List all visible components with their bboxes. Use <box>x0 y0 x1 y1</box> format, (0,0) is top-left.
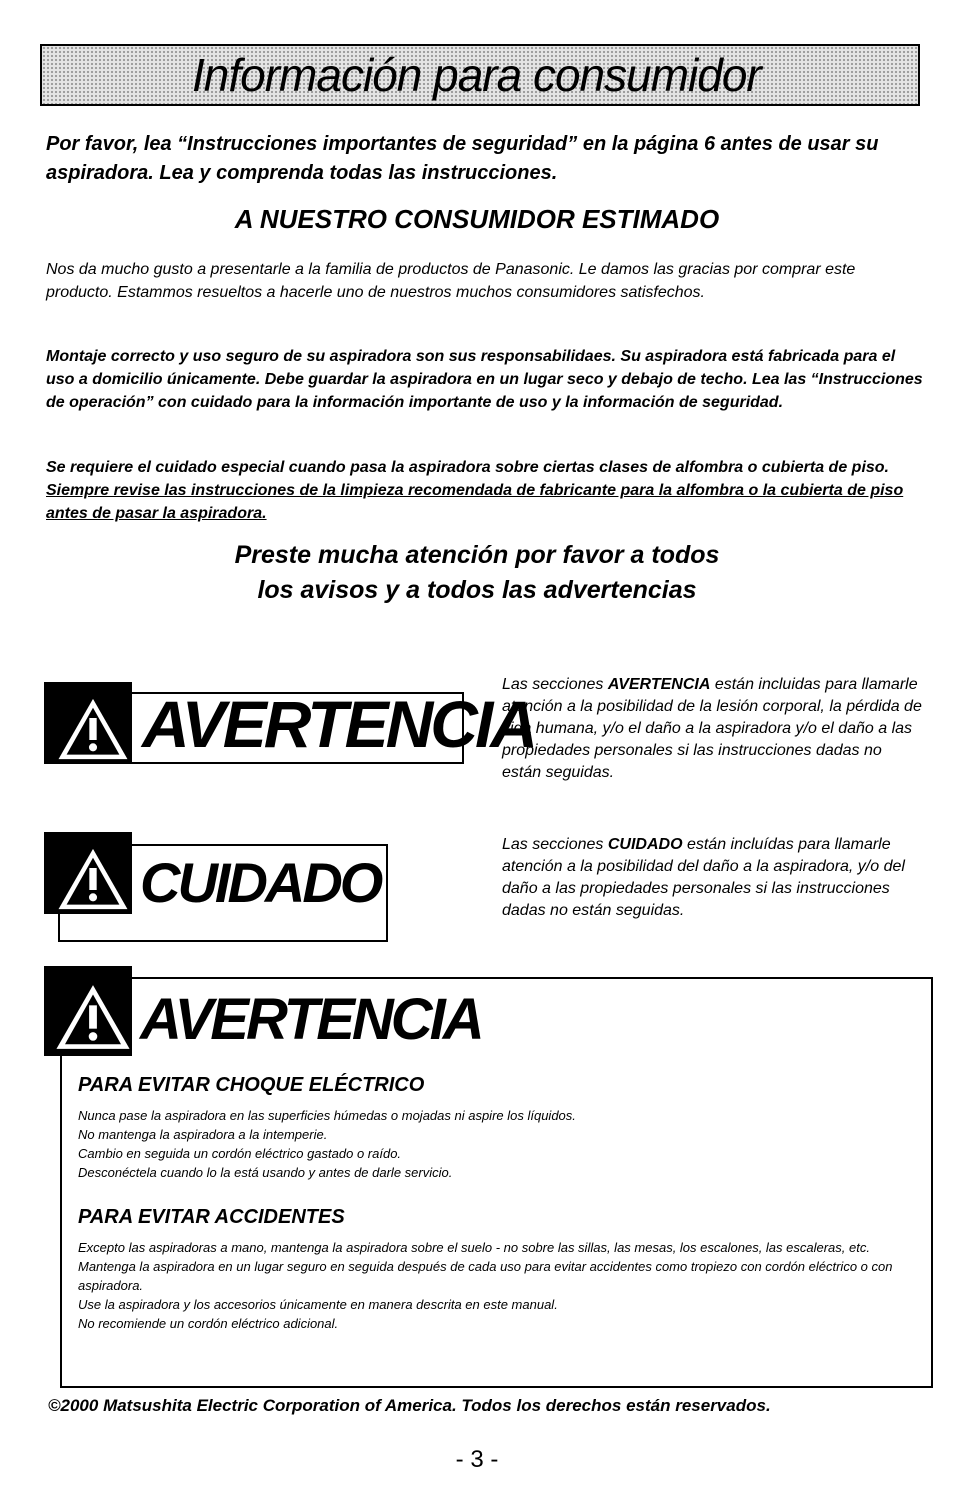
signal-warning-word: AVERTENCIA <box>142 687 535 761</box>
paragraph-carpet <box>46 456 926 525</box>
list-accidentes <box>78 1238 918 1333</box>
list-item: Cambio en seguida un cordón eléctrico gastado o raído. <box>78 1146 402 1161</box>
warning-box-triangle-icon <box>46 982 140 1052</box>
list-item: Mantenga la aspiradora en un lugar seguro en seguida después de cada uso para evitar accidentes como tropiezo con cordón eléctrico o con aspiradora. <box>78 1259 893 1293</box>
warning-triangle-icon <box>46 696 140 762</box>
warning-box-word: AVERTENCIA <box>140 987 482 1052</box>
warning-description <box>502 674 922 784</box>
caution-description-pre: Las secciones <box>502 836 608 853</box>
intro-text: Por favor, lea “Instrucciones importantes de seguridad” en la página 6 antes de usar su aspiradora. Lea y comprenda todas las instrucciones. <box>46 133 879 184</box>
paragraph-welcome: Nos da mucho gusto a presentarle a la familia de productos de Panasonic. Le damos las gracias por comprar este producto. Estammos resueltos a hacerle uno de nuestros muchos consumidores satisfechos. <box>46 261 856 301</box>
list-item: Use la aspiradora y los accesorios únicamente en manera descrita en este manual. <box>78 1297 558 1312</box>
caution-description-post: están incluídas para llamarle atención a la posibilidad del daño a la aspiradora, y/o del daño a las propiedades personales si las instrucciones dadas no están seguidas. <box>502 836 905 919</box>
signal-caution-panel <box>44 832 388 942</box>
title-banner <box>40 44 920 106</box>
page-number: - 3 - <box>455 1446 499 1473</box>
list-item: Nunca pase la aspiradora en las superficies húmedas o mojadas ni aspire los líquidos. <box>78 1108 576 1123</box>
list-choque <box>78 1106 918 1182</box>
heading-preste-line-2: los avisos y a todos las advertencias <box>257 576 697 604</box>
heading-preste <box>0 538 954 608</box>
caution-description <box>502 834 922 922</box>
caution-description-word: CUIDADO <box>607 836 683 853</box>
heading-accidentes: PARA EVITAR ACCIDENTES <box>78 1206 345 1228</box>
heading-choque: PARA EVITAR CHOQUE ELÉCTRICO <box>78 1074 425 1096</box>
copyright: ©2000 Matsushita Electric Corporation of America. Todos los derechos están reservados. <box>48 1396 771 1415</box>
warning-description-pre: Las secciones <box>502 676 608 693</box>
paragraph-carpet-underlined: Siempre revise las instrucciones de la limpieza recomendada de fabricante para la alfombra o la cubierta de piso antes de pasar la aspiradora. <box>46 482 904 522</box>
heading-preste-line-1: Preste mucha atención por favor a todos <box>234 541 720 569</box>
signal-warning-panel <box>44 682 535 764</box>
list-item: Excepto las aspiradoras a mano, mantenga la aspiradora sobre el suelo - no sobre las sillas, las mesas, los escalones, las escaleras, etc. <box>78 1240 870 1255</box>
heading-estimado: A NUESTRO CONSUMIDOR ESTIMADO <box>234 204 720 234</box>
list-item: No recomiende un cordón eléctrico adicional. <box>78 1316 339 1331</box>
list-item: Desconéctela cuando lo la está usando y antes de darle servicio. <box>78 1165 453 1180</box>
paragraph-carpet-plain: Se requiere el cuidado especial cuando pasa la aspiradora sobre ciertas clases de alfombra o cubierta de piso. <box>46 459 889 476</box>
signal-caution-word: CUIDADO <box>140 851 381 914</box>
warning-description-word: AVERTENCIA <box>607 676 711 693</box>
paragraph-responsibility: Montaje correcto y uso seguro de su aspiradora son sus responsabilidaes. Su aspiradora está fabricada para el uso a domicilio únicamente. Debe guardar la aspiradora en un lugar seco y debajo de techo. Lea las “Instrucciones de operación” con cuidado para la información importante de uso y la información de seguridad. <box>46 348 923 411</box>
list-item: No mantenga la aspiradora a la intemperie. <box>78 1127 328 1142</box>
caution-triangle-icon <box>46 846 140 912</box>
warning-description-post: están incluidas para llamarle atención a la posibilidad de la lesión corporal, la pérdida de vida humana, y/o el daño a la aspiradora y/o el daño a las propiedades personales si las instrucciones dadas no están seguidas. <box>502 676 922 781</box>
page-title: Información para consumidor <box>192 49 761 101</box>
